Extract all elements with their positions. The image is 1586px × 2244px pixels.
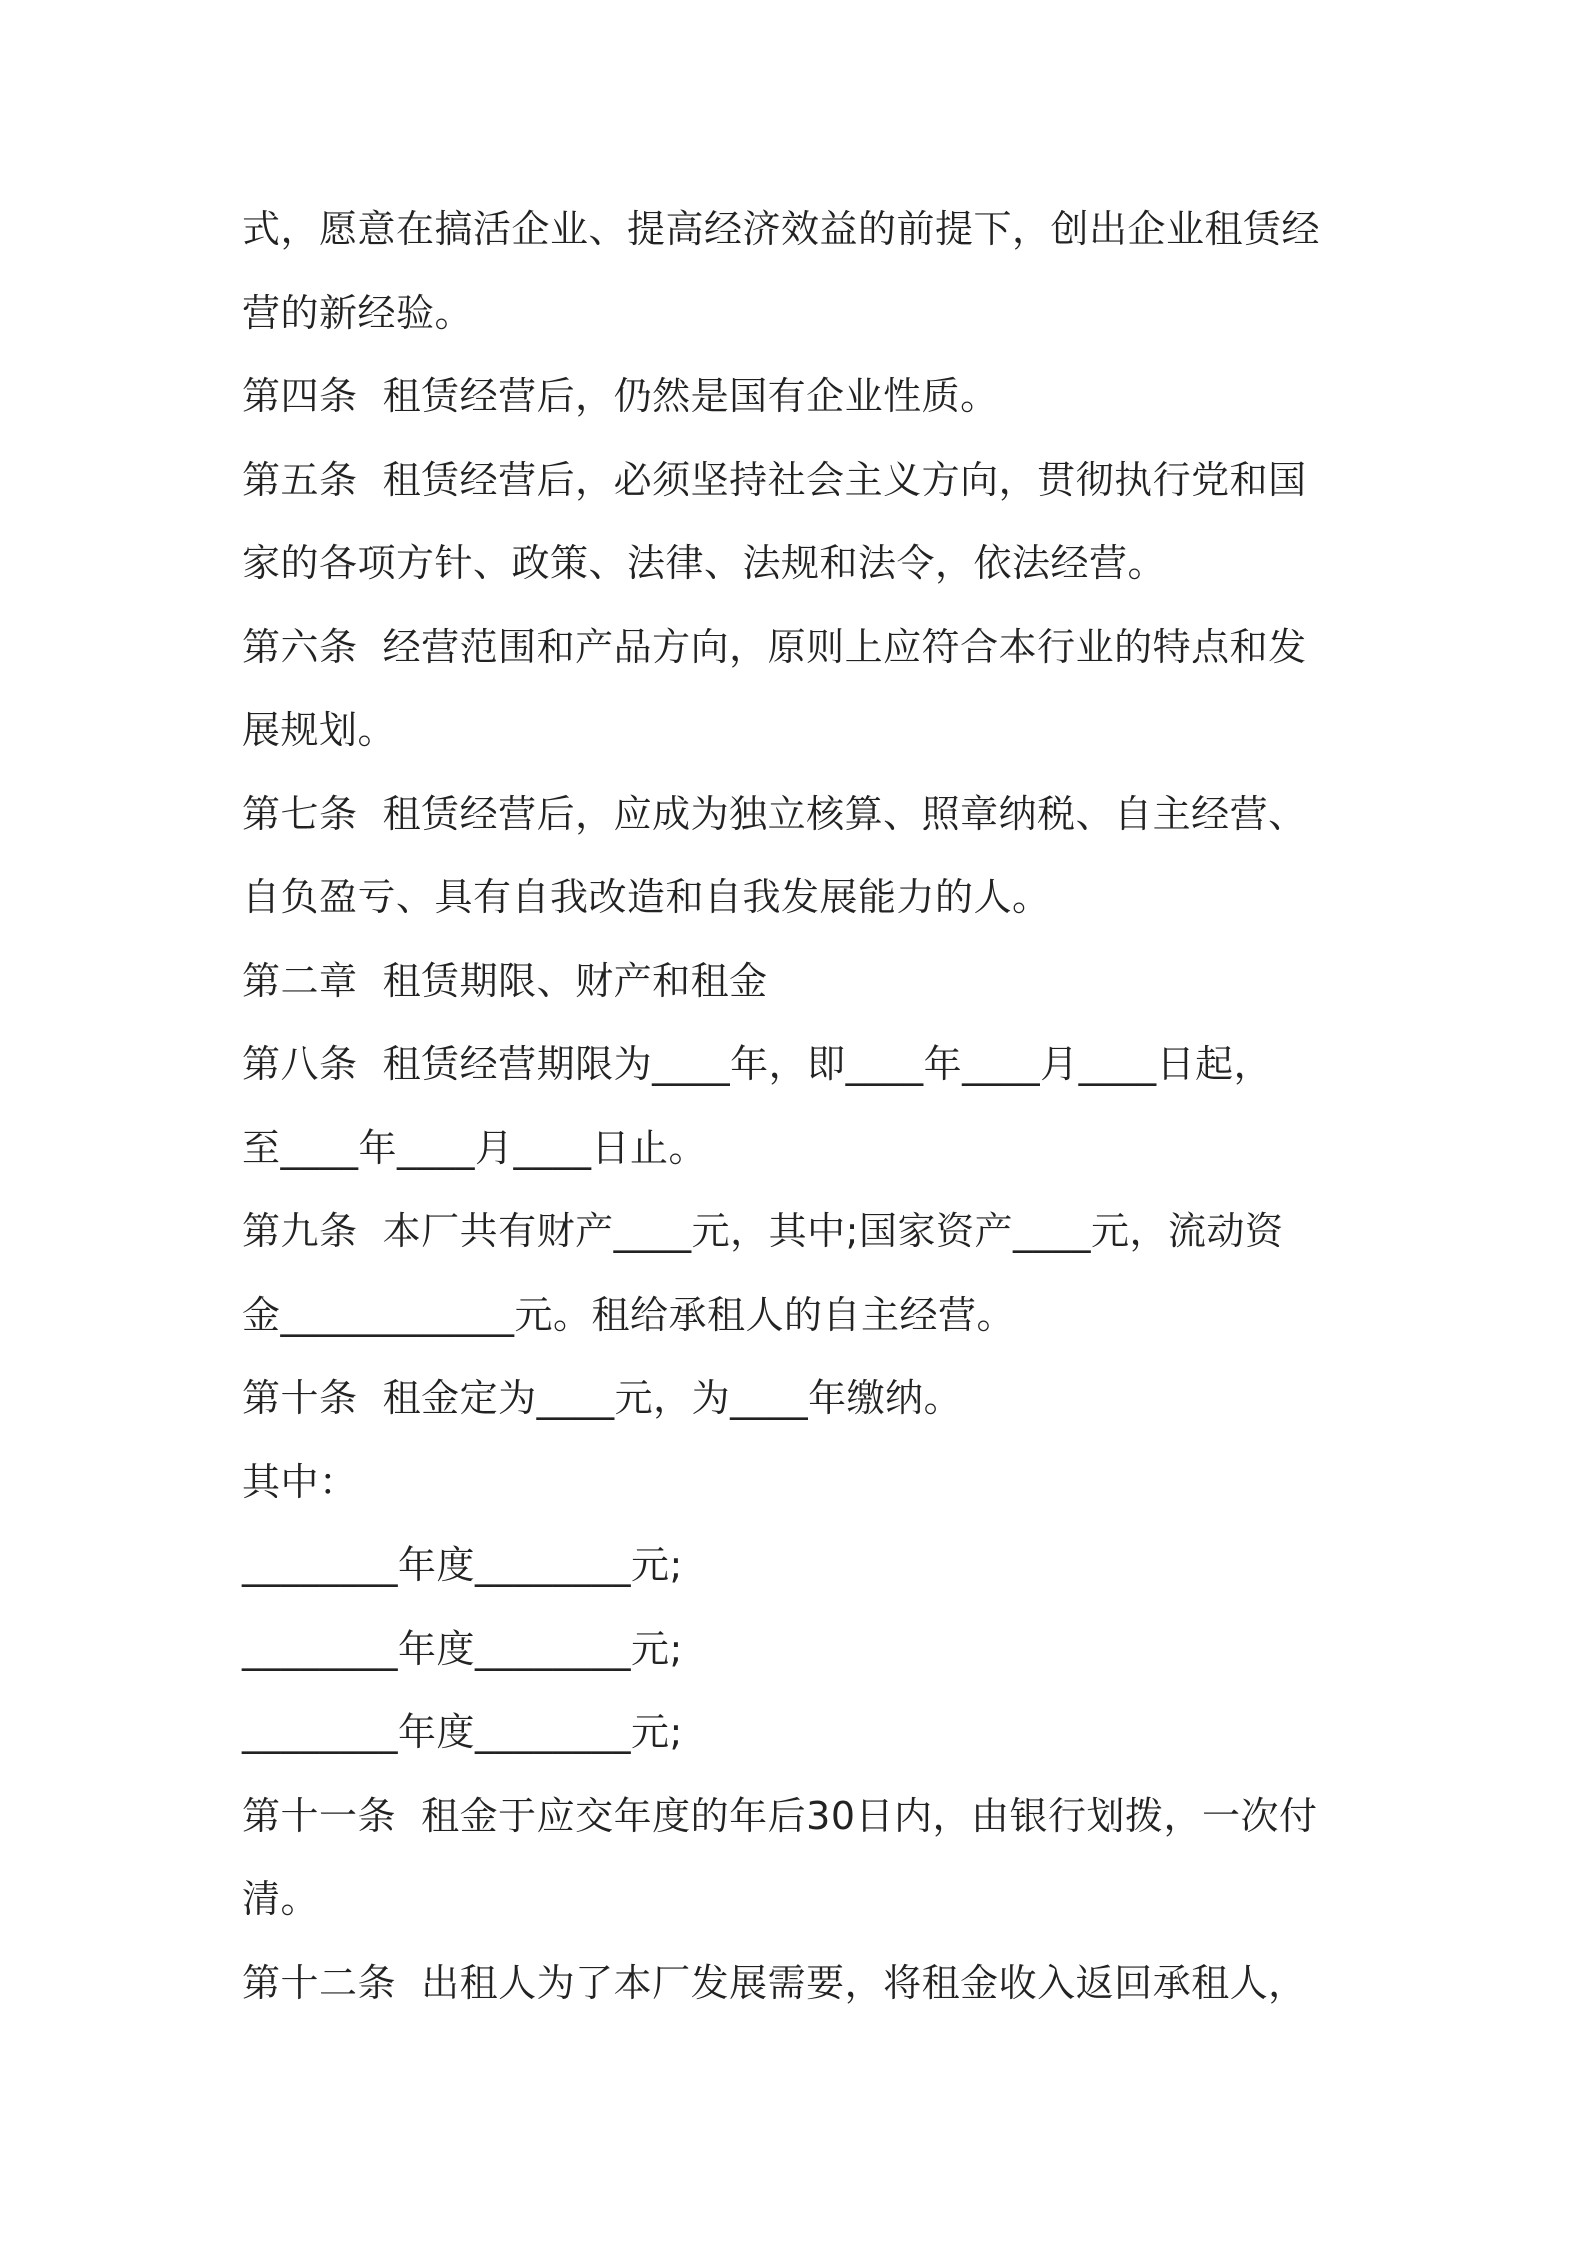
document-body <box>242 188 1362 2025</box>
chapter-2-heading: 第二章 租赁期限、财产和租金 <box>242 958 768 1003</box>
rent-year-line: ________年度________元; <box>242 1626 683 1671</box>
text-line: 清。 <box>242 1877 320 1921</box>
text-line: 营的新经验。 <box>242 290 474 335</box>
article-12-line: 第十二条 出租人为了本厂发展需要，将租金收入返回承租人， <box>242 1960 1307 2005</box>
article-9-line: 第九条 本厂共有财产____元，其中;国家资产____元，流动资 <box>242 1209 1284 1253</box>
text-line: 式，愿意在搞活企业、提高经济效益的前提下，创出企业租赁经 <box>242 207 1321 251</box>
article-8-line: 第八条 租赁经营期限为____年，即____年____月____日起， <box>242 1042 1273 1086</box>
text-line: 自负盈亏、具有自我改造和自我发展能力的人。 <box>242 875 1051 919</box>
article-6-line: 第六条 经营范围和产品方向，原则上应符合本行业的特点和发 <box>242 624 1307 669</box>
text-line: 至____年____月____日止。 <box>242 1125 708 1170</box>
rent-year-line: ________年度________元; <box>242 1710 683 1754</box>
article-10-line: 第十条 租金定为____元，为____年缴纳。 <box>242 1376 963 1420</box>
text-line: 家的各项方针、政策、法律、法规和法令，依法经营。 <box>242 541 1167 585</box>
text-line: 展规划。 <box>242 708 397 752</box>
text-line: 其中： <box>242 1459 358 1504</box>
rent-year-line: ________年度________元; <box>242 1543 683 1587</box>
article-11-line: 第十一条 租金于应交年度的年后30日内，由银行划拨，一次付 <box>242 1793 1318 1838</box>
article-4-line: 第四条 租赁经营后，仍然是国有企业性质。 <box>242 374 999 418</box>
article-5-line: 第五条 租赁经营后，必须坚持社会主义方向，贯彻执行党和国 <box>242 457 1307 502</box>
text-line: 金____________元。租给承租人的自主经营。 <box>242 1292 1016 1337</box>
article-7-line: 第七条 租赁经营后，应成为独立核算、照章纳税、自主经营、 <box>242 791 1307 836</box>
